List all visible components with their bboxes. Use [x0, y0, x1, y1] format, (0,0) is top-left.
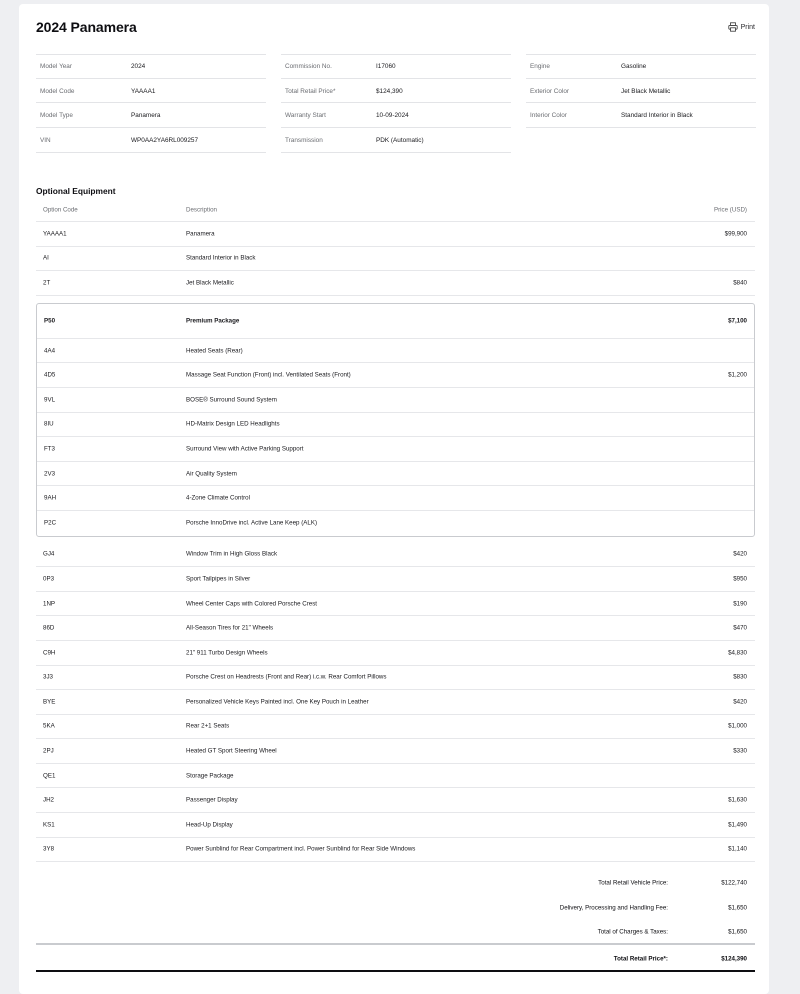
option-code: 86D [43, 624, 55, 632]
table-row [36, 567, 755, 592]
delivery-fee-value: $1,650 [728, 904, 747, 912]
option-description: Power Sunblind for Rear Compartment incl. Power Sunblind for Rear Side Windows [186, 845, 416, 853]
option-description: Air Quality System [186, 470, 237, 478]
option-code: 9VL [44, 396, 56, 404]
option-price: $330 [733, 747, 747, 755]
spec-label: Model Type [40, 112, 73, 120]
delivery-fee-label: Delivery, Processing and Handling Fee: [559, 904, 668, 912]
total-vehicle-label: Total Retail Vehicle Price: [598, 879, 668, 887]
spec-row [36, 103, 266, 128]
option-description: 21" 911 Turbo Design Wheels [186, 649, 268, 657]
specs-column-1 [36, 54, 266, 153]
option-code: C9H [43, 649, 56, 657]
package-row [37, 304, 754, 339]
table-row [36, 838, 755, 863]
option-description: Standard Interior in Black [186, 254, 256, 262]
charges-taxes-row [36, 920, 755, 945]
option-price: $470 [733, 624, 747, 632]
option-description: Panamera [186, 230, 215, 238]
header-option-code: Option Code [43, 206, 78, 214]
option-description: Surround View with Active Parking Support [186, 445, 304, 453]
option-description: Window Trim in High Gloss Black [186, 550, 278, 558]
spec-label: Transmission [285, 136, 323, 144]
table-row [36, 641, 755, 666]
table-row [36, 271, 755, 296]
delivery-fee-row [36, 896, 755, 921]
table-row [37, 486, 754, 511]
option-description: Porsche Crest on Headrests (Front and Rear) i.c.w. Rear Comfort Pillows [186, 673, 387, 681]
header-description: Description [186, 206, 217, 214]
option-description: Premium Package [186, 317, 240, 325]
option-description: Rear 2+1 Seats [186, 722, 230, 730]
spec-value: 10-09-2024 [376, 112, 409, 120]
option-code: JH2 [43, 796, 55, 804]
option-price: $420 [733, 698, 747, 706]
optional-equipment-title: Optional Equipment [36, 186, 116, 196]
option-description: Heated GT Sport Steering Wheel [186, 747, 277, 755]
option-description: All-Season Tires for 21" Wheels [186, 624, 274, 632]
option-price: $950 [733, 575, 747, 583]
table-row [36, 715, 755, 740]
option-code: P2C [44, 519, 57, 527]
table-row [36, 592, 755, 617]
option-code: BYE [43, 698, 56, 706]
charges-taxes-label: Total of Charges & Taxes: [597, 928, 668, 936]
spec-row [36, 128, 266, 153]
option-code: 3Y8 [43, 845, 55, 853]
spec-label: Total Retail Price* [285, 87, 336, 95]
specs-column-3 [526, 54, 756, 128]
option-description: Porsche InnoDrive incl. Active Lane Keep (ALK) [186, 519, 318, 527]
option-price: $190 [733, 600, 747, 608]
premium-package-group [36, 303, 755, 537]
print-label: Print [740, 23, 755, 31]
spec-value: Jet Black Metallic [621, 87, 671, 95]
option-price: $420 [733, 550, 747, 558]
table-row [37, 413, 754, 438]
spec-value: 2024 [131, 62, 146, 70]
option-code: KS1 [43, 821, 55, 829]
options-after-package [36, 543, 755, 863]
option-price: $99,900 [724, 230, 747, 238]
optional-equipment-table [36, 199, 755, 862]
spec-row [526, 79, 756, 104]
vehicle-summary-card [19, 4, 769, 994]
spec-row [281, 79, 511, 104]
option-description: Heated Seats (Rear) [186, 347, 243, 355]
table-header [36, 199, 755, 222]
package-items [37, 339, 754, 536]
option-description: Sport Tailpipes in Silver [186, 575, 251, 583]
table-row [36, 813, 755, 838]
table-row [37, 363, 754, 388]
spec-label: Engine [530, 62, 550, 70]
table-row [37, 462, 754, 487]
option-price: $4,830 [728, 649, 747, 657]
option-description: 4-Zone Climate Control [186, 494, 250, 502]
option-code: 0P3 [43, 575, 55, 583]
spec-label: Model Code [40, 87, 75, 95]
table-row [36, 543, 755, 568]
spec-value: Standard Interior in Black [621, 112, 693, 120]
option-price: $1,490 [728, 821, 747, 829]
spec-row [526, 54, 756, 79]
table-row [37, 511, 754, 536]
spec-value: PDK (Automatic) [376, 136, 424, 144]
page-title: 2024 Panamera [36, 19, 137, 35]
total-retail-value: $124,390 [721, 955, 747, 963]
spec-label: Model Year [40, 62, 72, 70]
option-description: Personalized Vehicle Keys Painted incl. One Key Pouch in Leather [186, 698, 369, 706]
total-vehicle-value: $122,740 [721, 879, 747, 887]
option-description: Jet Black Metallic [186, 279, 234, 287]
option-code: AI [43, 254, 49, 262]
option-description: BOSE® Surround Sound System [186, 396, 277, 404]
spec-row [281, 103, 511, 128]
spec-label: VIN [40, 136, 51, 144]
spec-value: Panamera [131, 112, 161, 120]
option-code: GJ4 [43, 550, 55, 558]
option-price: $1,630 [728, 796, 747, 804]
table-row [37, 437, 754, 462]
charges-taxes-value: $1,650 [728, 928, 747, 936]
option-code: P50 [44, 317, 56, 325]
option-price: $1,140 [728, 845, 747, 853]
option-price: $1,200 [728, 371, 747, 379]
option-price: $830 [733, 673, 747, 681]
option-code: 5KA [43, 722, 55, 730]
table-row [36, 616, 755, 641]
header-price: Price (USD) [713, 206, 747, 214]
table-row [37, 388, 754, 413]
spec-row [281, 54, 511, 79]
option-code: 2PJ [43, 747, 54, 755]
option-description: Passenger Display [186, 796, 238, 804]
specs-column-2 [281, 54, 511, 153]
option-code: 8IU [44, 420, 54, 428]
options-before-package [36, 222, 755, 296]
spec-row [281, 128, 511, 153]
spec-label: Commission No. [285, 62, 332, 70]
spec-value: $124,390 [376, 87, 403, 95]
table-row [36, 788, 755, 813]
option-code: 2T [43, 279, 51, 287]
option-description: Head-Up Display [186, 821, 233, 829]
table-row [36, 764, 755, 789]
totals-divider [36, 943, 755, 945]
option-code: 9AH [44, 494, 57, 502]
table-row [37, 339, 754, 364]
total-retail-section [36, 947, 755, 972]
option-code: QE1 [43, 772, 56, 780]
final-divider [36, 970, 755, 972]
option-price: $840 [733, 279, 747, 287]
spec-label: Interior Color [530, 112, 567, 120]
spec-value: I17060 [376, 62, 396, 70]
table-row [36, 247, 755, 272]
option-description: Storage Package [186, 772, 234, 780]
spec-label: Exterior Color [530, 87, 570, 95]
total-retail-row [36, 947, 755, 972]
print-button[interactable] [728, 22, 755, 32]
option-code: 4D5 [44, 371, 56, 379]
spec-value: Gasoline [621, 62, 647, 70]
spec-row [526, 103, 756, 128]
table-row [36, 739, 755, 764]
spec-row [36, 79, 266, 104]
totals-section [36, 871, 755, 945]
option-code: 2V3 [44, 470, 56, 478]
option-code: 1NP [43, 600, 56, 608]
spec-value: WP0AA2YA6RL009257 [131, 136, 199, 144]
option-price: $1,000 [728, 722, 747, 730]
spec-value: YAAAA1 [131, 87, 156, 95]
spec-row [36, 54, 266, 79]
table-row [36, 666, 755, 691]
option-description: Massage Seat Function (Front) incl. Ventilated Seats (Front) [186, 371, 351, 379]
table-row [36, 690, 755, 715]
option-description: HD-Matrix Design LED Headlights [186, 420, 280, 428]
option-description: Wheel Center Caps with Colored Porsche Crest [186, 600, 318, 608]
total-vehicle-row [36, 871, 755, 896]
table-row [36, 222, 755, 247]
option-price: $7,100 [728, 317, 747, 325]
spec-label: Warranty Start [285, 112, 326, 120]
option-code: 4A4 [44, 347, 56, 355]
option-code: FT3 [44, 445, 56, 453]
total-retail-label: Total Retail Price*: [613, 955, 668, 963]
printer-icon [728, 22, 738, 32]
option-code: 3J3 [43, 673, 53, 681]
option-code: YAAAA1 [43, 230, 67, 238]
